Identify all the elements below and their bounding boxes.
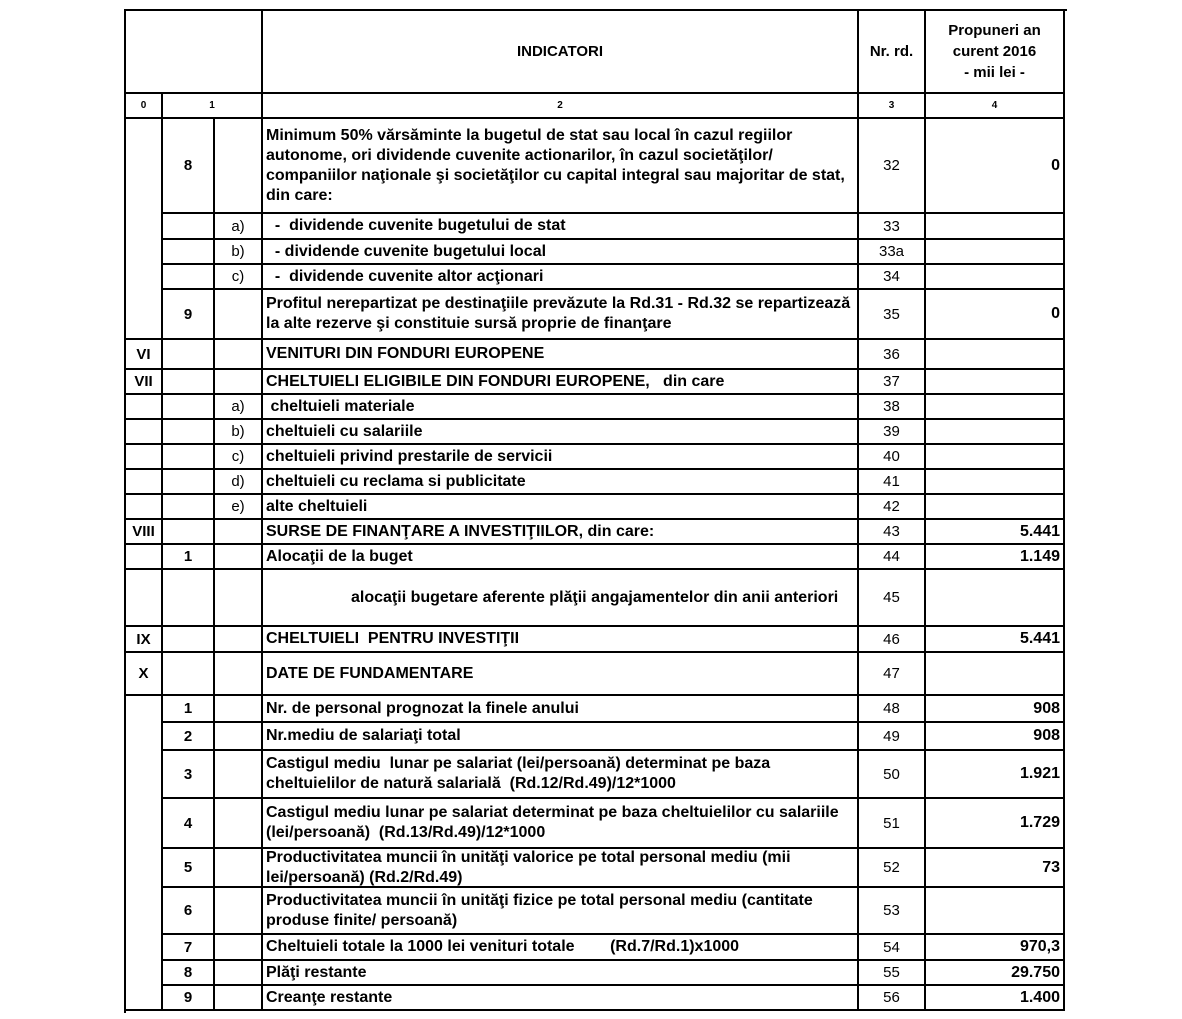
row-number: 2 — [163, 723, 215, 751]
row-number: 9 — [163, 290, 215, 340]
row-nr-rd: 43 — [859, 520, 926, 545]
row-indicator-text: CHELTUIELI PENTRU INVESTIŢII — [263, 627, 859, 653]
row-indicator-text: cheltuieli cu reclama si publicitate — [263, 470, 859, 495]
row-value: 908 — [926, 723, 1065, 751]
row-value — [926, 420, 1065, 445]
row-value — [926, 370, 1065, 395]
row-roman-numeral — [126, 395, 163, 420]
row-nr-rd: 36 — [859, 340, 926, 370]
row-number: 9 — [163, 986, 215, 1011]
col-number-0: 0 — [126, 94, 163, 119]
row-value: 73 — [926, 849, 1065, 888]
row-number — [163, 420, 215, 445]
header-indicatori: INDICATORI — [263, 11, 859, 94]
row-indicator-text: DATE DE FUNDAMENTARE — [263, 653, 859, 696]
row-number — [163, 240, 215, 265]
row-number: 5 — [163, 849, 215, 888]
row-value: 1.729 — [926, 799, 1065, 849]
row-number: 1 — [163, 545, 215, 570]
indent-blank-cell — [263, 570, 350, 627]
row-value — [926, 265, 1065, 290]
row-value — [926, 653, 1065, 696]
row-indicator-text: CHELTUIELI ELIGIBILE DIN FONDURI EUROPENE, din care — [263, 370, 859, 395]
row-nr-rd: 50 — [859, 751, 926, 799]
row-letter: a) — [215, 214, 263, 240]
row-nr-rd: 47 — [859, 653, 926, 696]
row-letter — [215, 119, 263, 214]
row-roman-numeral: VIII — [126, 520, 163, 545]
row-roman-numeral — [126, 495, 163, 520]
row-letter — [215, 849, 263, 888]
row-number — [163, 470, 215, 495]
row-indicator-text: Creanţe restante — [263, 986, 859, 1011]
row-letter — [215, 799, 263, 849]
row-roman-numeral — [126, 570, 163, 627]
row-number — [163, 495, 215, 520]
row-nr-rd: 40 — [859, 445, 926, 470]
row-letter: b) — [215, 240, 263, 265]
row-indicator-text: cheltuieli materiale — [263, 395, 859, 420]
row-nr-rd: 44 — [859, 545, 926, 570]
row-indicator-text: - dividende cuvenite altor acţionari — [263, 265, 859, 290]
row-letter — [215, 370, 263, 395]
row-indicator-text: alte cheltuieli — [263, 495, 859, 520]
row-letter — [215, 696, 263, 723]
header-blank-cell — [126, 11, 263, 94]
row-indicator-text: Productivitatea muncii în unităţi fizice pe total personal mediu (cantitate produse finite/ persoană) — [263, 888, 859, 935]
row-nr-rd: 38 — [859, 395, 926, 420]
row-value: 29.750 — [926, 961, 1065, 986]
row-nr-rd: 49 — [859, 723, 926, 751]
row-roman-numeral — [126, 445, 163, 470]
row-number: 3 — [163, 751, 215, 799]
row-letter — [215, 888, 263, 935]
row-letter — [215, 986, 263, 1011]
header-nr-rd: Nr. rd. — [859, 11, 926, 94]
row-letter — [215, 340, 263, 370]
merged-blank-cell-bottom — [126, 696, 163, 1011]
row-value — [926, 445, 1065, 470]
row-indicator-text: - dividende cuvenite bugetului de stat — [263, 214, 859, 240]
row-nr-rd: 32 — [859, 119, 926, 214]
row-letter — [215, 653, 263, 696]
row-letter: b) — [215, 420, 263, 445]
row-letter: d) — [215, 470, 263, 495]
row-nr-rd: 42 — [859, 495, 926, 520]
row-number: 8 — [163, 961, 215, 986]
row-value: 1.149 — [926, 545, 1065, 570]
row-nr-rd: 33a — [859, 240, 926, 265]
row-nr-rd: 45 — [859, 570, 926, 627]
row-indicator-text: Cheltuieli totale la 1000 lei venituri totale (Rd.7/Rd.1)x1000 — [263, 935, 859, 961]
row-number — [163, 653, 215, 696]
row-indicator-text: VENITURI DIN FONDURI EUROPENE — [263, 340, 859, 370]
row-indicator-text: Productivitatea muncii în unităţi valorice pe total personal mediu (mii lei/persoană) (Rd.2/Rd.49) — [263, 849, 859, 888]
row-letter — [215, 751, 263, 799]
row-value — [926, 340, 1065, 370]
row-indicator-text: Alocaţii de la buget — [263, 545, 859, 570]
row-nr-rd: 55 — [859, 961, 926, 986]
row-number — [163, 265, 215, 290]
row-letter — [215, 570, 263, 627]
row-indicator-text: Plăţi restante — [263, 961, 859, 986]
col-number-1: 1 — [163, 94, 263, 119]
row-letter — [215, 723, 263, 751]
row-nr-rd: 51 — [859, 799, 926, 849]
row-number: 1 — [163, 696, 215, 723]
row-indicator-text: alocaţii bugetare aferente plăţii angajamentelor din anii anteriori — [348, 570, 859, 627]
row-letter: e) — [215, 495, 263, 520]
row-indicator-text: Nr.mediu de salariaţi total — [263, 723, 859, 751]
row-letter — [215, 545, 263, 570]
row-nr-rd: 53 — [859, 888, 926, 935]
header-propuneri-line: Propuneri an — [948, 22, 1041, 39]
row-value: 5.441 — [926, 627, 1065, 653]
row-number — [163, 627, 215, 653]
row-number — [163, 340, 215, 370]
row-roman-numeral — [126, 545, 163, 570]
col-number-2: 2 — [263, 94, 859, 119]
row-nr-rd: 37 — [859, 370, 926, 395]
row-roman-numeral: IX — [126, 627, 163, 653]
row-letter — [215, 290, 263, 340]
row-indicator-text: Nr. de personal prognozat la finele anului — [263, 696, 859, 723]
row-nr-rd: 33 — [859, 214, 926, 240]
row-value: 908 — [926, 696, 1065, 723]
row-indicator-text: Castigul mediu lunar pe salariat determinat pe baza cheltuielilor cu salariile (lei/persoană) (Rd.13/Rd.49)/12*1000 — [263, 799, 859, 849]
header-propuneri — [926, 11, 1065, 94]
row-value: 970,3 — [926, 935, 1065, 961]
row-roman-numeral: VII — [126, 370, 163, 395]
row-number: 8 — [163, 119, 215, 214]
row-value — [926, 888, 1065, 935]
row-number — [163, 570, 215, 627]
row-value — [926, 240, 1065, 265]
row-number — [163, 395, 215, 420]
row-value — [926, 395, 1065, 420]
row-indicator-text: Castigul mediu lunar pe salariat (lei/persoană) determinat pe baza cheltuielilor de natură salarială (Rd.12/Rd.49)/12*1000 — [263, 751, 859, 799]
row-roman-numeral: X — [126, 653, 163, 696]
row-nr-rd: 39 — [859, 420, 926, 445]
row-indicator-text: cheltuieli privind prestarile de servicii — [263, 445, 859, 470]
row-nr-rd: 54 — [859, 935, 926, 961]
row-letter — [215, 520, 263, 545]
row-value — [926, 495, 1065, 520]
budget-table — [124, 9, 1067, 1013]
row-nr-rd: 48 — [859, 696, 926, 723]
row-roman-numeral: VI — [126, 340, 163, 370]
header-propuneri-line: curent 2016 — [952, 43, 1037, 60]
row-number — [163, 370, 215, 395]
row-number: 6 — [163, 888, 215, 935]
row-value: 0 — [926, 119, 1065, 214]
row-letter — [215, 627, 263, 653]
row-roman-numeral — [126, 470, 163, 495]
row-letter: a) — [215, 395, 263, 420]
row-value: 0 — [926, 290, 1065, 340]
row-letter: c) — [215, 265, 263, 290]
row-letter — [215, 961, 263, 986]
row-value — [926, 214, 1065, 240]
row-indicator-text: Profitul nerepartizat pe destinaţiile prevăzute la Rd.31 - Rd.32 se repartizează la alte rezerve şi constituie sursă proprie de finanţare — [263, 290, 859, 340]
row-value: 1.921 — [926, 751, 1065, 799]
row-letter: c) — [215, 445, 263, 470]
row-nr-rd: 41 — [859, 470, 926, 495]
row-letter — [215, 935, 263, 961]
row-indicator-text: Minimum 50% vărsăminte la bugetul de stat sau local în cazul regiilor autonome, ori dividende cuvenite actionarilor, în cazul societăţilor/ companiilor naţionale şi societăţilor cu capital integral sau majoritar de stat, din care: — [263, 119, 859, 214]
col-number-4: 4 — [926, 94, 1065, 119]
row-value: 1.400 — [926, 986, 1065, 1011]
row-roman-numeral — [126, 420, 163, 445]
row-number: 4 — [163, 799, 215, 849]
merged-blank-cell-top — [126, 119, 163, 340]
row-nr-rd: 56 — [859, 986, 926, 1011]
row-nr-rd: 34 — [859, 265, 926, 290]
row-indicator-text: cheltuieli cu salariile — [263, 420, 859, 445]
col-number-3: 3 — [859, 94, 926, 119]
row-number — [163, 520, 215, 545]
row-value — [926, 570, 1065, 627]
row-nr-rd: 35 — [859, 290, 926, 340]
header-propuneri-line: - mii lei - — [964, 64, 1025, 81]
row-number — [163, 445, 215, 470]
row-number — [163, 214, 215, 240]
row-value: 5.441 — [926, 520, 1065, 545]
row-nr-rd: 46 — [859, 627, 926, 653]
row-value — [926, 470, 1065, 495]
row-indicator-text: SURSE DE FINANŢARE A INVESTIŢIILOR, din care: — [263, 520, 859, 545]
row-nr-rd: 52 — [859, 849, 926, 888]
row-indicator-text: - dividende cuvenite bugetului local — [263, 240, 859, 265]
row-number: 7 — [163, 935, 215, 961]
